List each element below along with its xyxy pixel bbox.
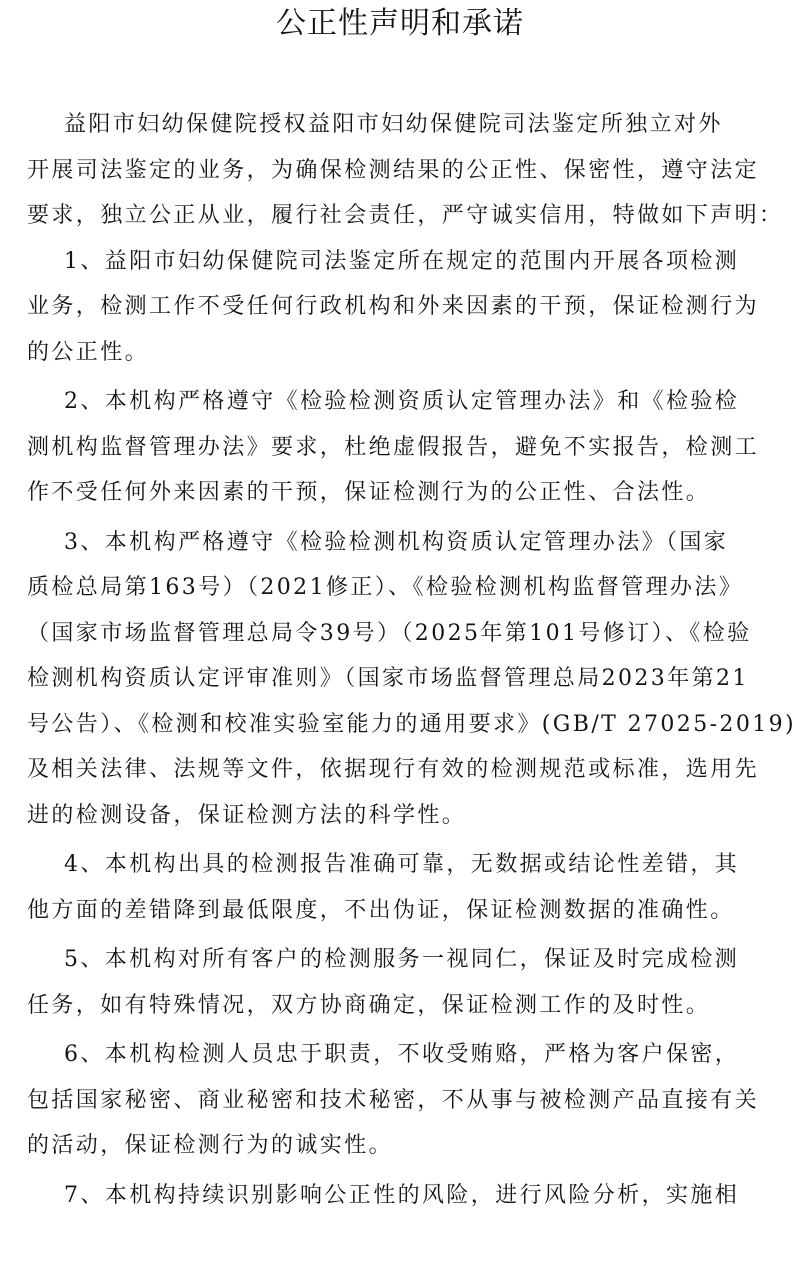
clause-2-paragraph [27,379,782,516]
paragraph-line: 益阳市妇幼保健院授权益阳市妇幼保健院司法鉴定所独立对外 [64,112,723,137]
clause-7-paragraph [27,1173,782,1219]
clause-3-paragraph [27,520,796,839]
paragraph-line: 检测机构资质认定评审准则》（国家市场监督管理总局2023年第21 [27,666,749,691]
document-body [27,102,796,1218]
clause-6-paragraph [27,1032,782,1169]
paragraph-line: 7、本机构持续识别影响公正性的风险，进行风险分析，实施相 [64,1182,740,1208]
paragraph-line: 2、本机构严格遵守《检验检测资质认定管理办法》和《检验检 [64,389,740,414]
paragraph-line: 他方面的差错降到最低限度，不出伪证，保证检测数据的准确性。 [27,897,735,923]
paragraph-line: 号公告）、《检测和校准实验室能力的通用要求》(GB/T 27025-2019) [27,711,796,737]
clause-4-paragraph [27,842,782,933]
document-title: 公正性声明和承诺 [276,6,524,41]
paragraph-line: 开展司法鉴定的业务，为确保检测结果的公正性、保密性，遵守法定 [27,157,760,183]
paragraph-line: 的活动，保证检测行为的诚实性。 [27,1133,394,1158]
clause-5-paragraph [27,937,782,1028]
paragraph-line: 4、本机构出具的检测报告准确可靠，无数据或结论性差错，其 [64,852,740,877]
paragraph-line: 包括国家秘密、商业秘密和技术秘密，不从事与被检测产品直接有关 [27,1087,760,1113]
paragraph-line: 6、本机构检测人员忠于职责，不收受贿赂，严格为客户保密， [64,1042,740,1067]
paragraph-line: 任务，如有特殊情况，双方协商确定，保证检测工作的及时性。 [27,992,711,1018]
paragraph-line: 的公正性。 [27,339,150,365]
paragraph-line: 3、本机构严格遵守《检验检测机构资质认定管理办法》（国家 [64,529,729,555]
clause-1-paragraph [27,239,782,376]
paragraph-line: 要求，独立公正从业，履行社会责任，严守诚实信用，特做如下声明： [27,203,784,228]
paragraph-line: 测机构监督管理办法》要求，杜绝虚假报告，避免不实报告，检测工 [27,434,760,460]
paragraph-line: 业务，检测工作不受任何行政机构和外来因素的干预，保证检测行为 [27,294,760,319]
paragraph-line: 作不受任何外来因素的干预，保证检测行为的公正性、合法性。 [27,480,711,505]
paragraph-line: （国家市场监督管理总局令39号）（2025年第101号修订）、《检验 [27,620,752,646]
paragraph-line: 质检总局第163号）（2021修正）、《检验检测机构监督管理办法》 [27,575,744,600]
paragraph-line: 5、本机构对所有客户的检测服务一视同仁，保证及时完成检测 [64,947,740,972]
intro-paragraph [27,102,782,239]
paragraph-line: 进的检测设备，保证检测方法的科学性。 [27,802,467,828]
paragraph-line: 及相关法律、法规等文件，依据现行有效的检测规范或标准，选用先 [27,757,760,782]
paragraph-line: 1、益阳市妇幼保健院司法鉴定所在规定的范围内开展各项检测 [64,248,740,274]
